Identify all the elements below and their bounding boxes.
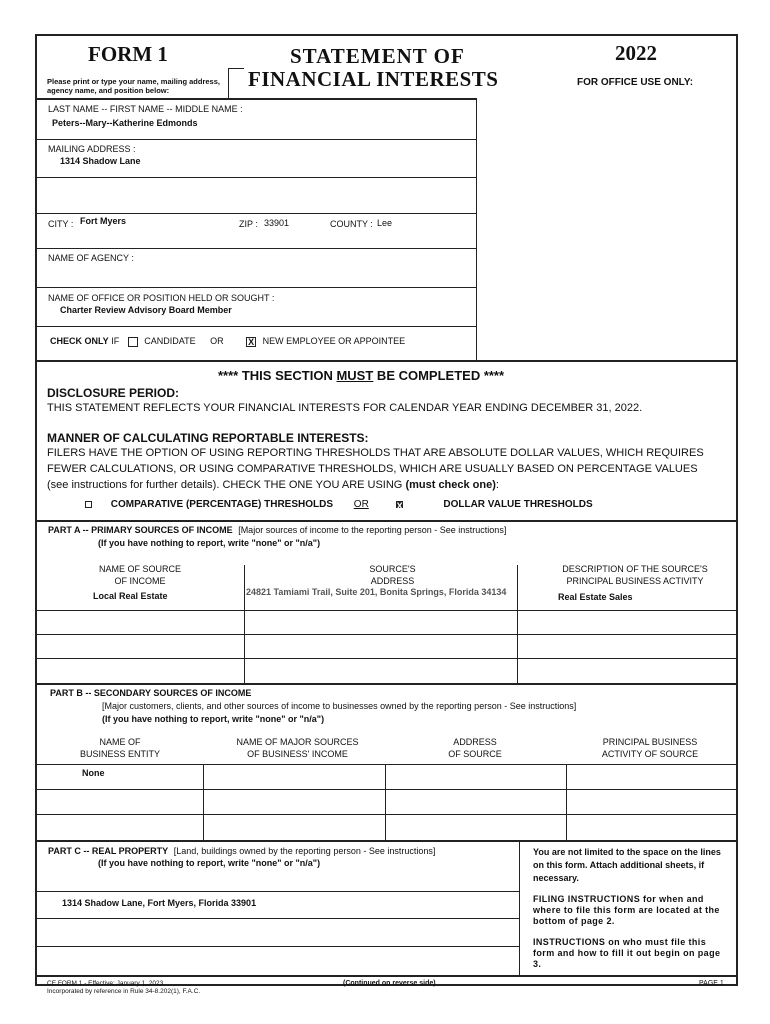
check-only-label: CHECK ONLY [50, 336, 109, 346]
new-employee-checkbox[interactable]: X [248, 336, 255, 347]
form-title-line1: STATEMENT OF [290, 44, 465, 68]
dollar-label: DOLLAR VALUE THRESHOLDS [443, 499, 593, 510]
agency-field[interactable] [60, 266, 460, 278]
part-c-title-row [48, 846, 435, 856]
part-c-row2[interactable] [37, 919, 518, 945]
check-if-label: IF [111, 336, 120, 346]
part-a-row1-activity[interactable]: Real Estate Sales [558, 592, 633, 602]
zip-field[interactable]: 33901 [264, 218, 290, 228]
threshold-row [85, 499, 593, 510]
part-a-row1-address[interactable]: 24821 Tamiami Trail, Suite 201, Bonita Springs, Florida 34134 [246, 587, 507, 597]
part-a-col3-header: DESCRIPTION OF THE SOURCE'S PRINCIPAL BUSINESS ACTIVITY [562, 564, 708, 586]
part-c-row3[interactable] [37, 947, 518, 974]
footer-page: PAGE 1 [699, 980, 724, 987]
part-b-row3[interactable] [37, 815, 737, 838]
county-field[interactable]: Lee [377, 218, 393, 228]
instructions-note: INSTRUCTIONS on who must file this form and how to fill it out begin on page 3. [533, 937, 721, 969]
name-label: LAST NAME -- FIRST NAME -- MIDDLE NAME : [48, 104, 243, 114]
check-only-row [50, 336, 405, 347]
office-use-label: FOR OFFICE USE ONLY: [577, 77, 694, 88]
city-label: CITY : [48, 219, 74, 229]
part-b-col2-header: NAME OF MAJOR SOURCES OF BUSINESS' INCOME [236, 737, 359, 759]
zip-label: ZIP : [239, 219, 258, 229]
part-b-col4-header: PRINCIPAL BUSINESS ACTIVITY OF SOURCE [601, 737, 699, 759]
mailing-label: MAILING ADDRESS : [48, 144, 136, 154]
part-b-col1-header: NAME OF BUSINESS ENTITY [79, 737, 160, 759]
name-field[interactable]: Peters--Mary--Katherine Edmonds [52, 118, 198, 128]
part-a-title-row [48, 525, 506, 535]
part-a-title: PART A -- PRIMARY SOURCES OF INCOME [48, 525, 233, 535]
check-or-label: OR [210, 336, 224, 346]
city-field[interactable]: Fort Myers [80, 216, 127, 226]
filing-instructions-note: FILING INSTRUCTIONS for when and where to file this form are located at the bottom of page 2. [533, 894, 720, 926]
header-instructions: Please print or type your name, mailing address, agency name, and position below: [47, 77, 220, 95]
candidate-label: CANDIDATE [144, 336, 196, 346]
part-c-side-note: You are not limited to the space on the lines on this form. Attach additional sheets, if necessary. [533, 847, 721, 883]
agency-label: NAME OF AGENCY : [48, 253, 134, 263]
form-number: FORM 1 [88, 42, 168, 66]
disclosure-text: THIS STATEMENT REFLECTS YOUR FINANCIAL INTERESTS FOR CALENDAR YEAR ENDING DECEMBER 31, 2022. [47, 402, 643, 414]
part-b-desc: [Major customers, clients, and other sources of income to businesses owned by the reporting person - See instructions] [102, 701, 577, 711]
part-b-row1-name[interactable]: None [82, 768, 105, 778]
part-a-row1-name[interactable]: Local Real Estate [93, 591, 168, 601]
form-title-line2: FINANCIAL INTERESTS [248, 67, 499, 91]
threshold-or: OR [353, 499, 369, 510]
comparative-checkbox[interactable] [85, 501, 92, 508]
county-label: COUNTY : [330, 219, 373, 229]
dollar-checkbox[interactable]: X [396, 500, 403, 511]
office-label: NAME OF OFFICE OR POSITION HELD OR SOUGHT : [48, 293, 275, 303]
manner-line1: FILERS HAVE THE OPTION OF USING REPORTING THRESHOLDS THAT ARE ABSOLUTE DOLLAR VALUES, WHICH REQUIRES [47, 447, 704, 459]
part-c-desc: [Land, buildings owned by the reporting person - See instructions] [173, 846, 436, 856]
must-complete-banner: **** THIS SECTION MUST BE COMPLETED **** [218, 368, 505, 383]
candidate-checkbox[interactable] [128, 337, 138, 347]
disclosure-heading: DISCLOSURE PERIOD: [47, 386, 180, 400]
part-b-col3-header: ADDRESS OF SOURCE [448, 737, 502, 759]
footer-continued: (Continued on reverse side) [343, 980, 436, 987]
form-year: 2022 [615, 41, 657, 65]
manner-heading: MANNER OF CALCULATING REPORTABLE INTERESTS: [47, 431, 369, 445]
part-a-desc: [Major sources of income to the reporting person - See instructions] [238, 525, 507, 535]
mailing-field-line2[interactable] [37, 178, 475, 212]
new-employee-label: NEW EMPLOYEE OR APPOINTEE [262, 336, 406, 346]
office-field[interactable]: Charter Review Advisory Board Member [60, 305, 232, 315]
part-c-row1[interactable]: 1314 Shadow Lane, Fort Myers, Florida 33901 [62, 898, 257, 908]
part-b-row2[interactable] [37, 790, 737, 813]
manner-line2: FEWER CALCULATIONS, OR USING COMPARATIVE THRESHOLDS, WHICH ARE USUALLY BASED ON PERCENTAGE VALUES [47, 463, 698, 475]
part-a-row4[interactable] [37, 659, 737, 681]
part-a-row3[interactable] [37, 635, 737, 657]
part-a-note: (If you have nothing to report, write "none" or "n/a") [98, 538, 321, 548]
part-b-title: PART B -- SECONDARY SOURCES OF INCOME [50, 688, 252, 698]
manner-line3: (see instructions for further details). CHECK THE ONE YOU ARE USING (must check one): [47, 479, 499, 491]
part-c-note: (If you have nothing to report, write "none" or "n/a") [98, 858, 321, 868]
part-b-note: (If you have nothing to report, write "none" or "n/a") [102, 714, 325, 724]
part-a-col2-header: SOURCE'S ADDRESS [369, 564, 416, 586]
part-a-row2[interactable] [37, 611, 737, 633]
part-c-title: PART C -- REAL PROPERTY [48, 846, 169, 856]
part-a-col1-header: NAME OF SOURCE OF INCOME [98, 564, 181, 586]
footer-left: CE FORM 1 - Effective: January 1, 2023 Incorporated by reference in Rule 34-8.202(1), F.A.C. [47, 980, 201, 995]
comparative-label: COMPARATIVE (PERCENTAGE) THRESHOLDS [110, 499, 334, 510]
mailing-field[interactable]: 1314 Shadow Lane [60, 156, 141, 166]
